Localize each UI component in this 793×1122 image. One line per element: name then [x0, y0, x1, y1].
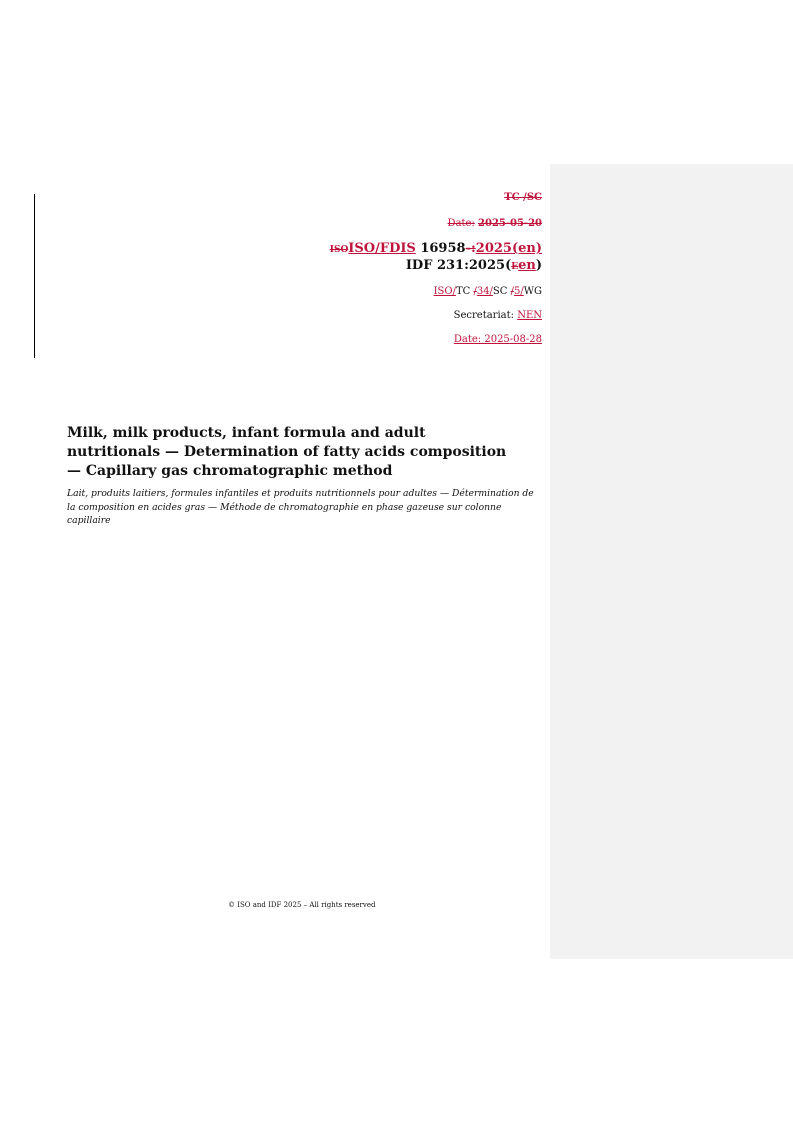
committee-sc-deleted: /: [510, 286, 514, 297]
new-date: Date: 2025-08-28: [453, 334, 542, 345]
committee-tc-deleted: /: [473, 286, 477, 297]
docnum-iso-fdis-inserted: ISO/FDIS: [348, 241, 416, 256]
committee-iso-inserted: ISO/: [433, 286, 456, 297]
old-date-label: Date:: [447, 218, 475, 229]
french-title: Lait, produits laitiers, formules infantiles et produits nutritionnels pour adultes — Détermination de la composition en acides gras — Méthode de chromatographie en phase gazeuse sur colonne capillaire: [67, 488, 534, 526]
copyright-notice: © ISO and IDF 2025 – All rights reserved: [228, 901, 376, 909]
committee-line: [300, 286, 542, 297]
comment-pane: [550, 164, 793, 959]
idf-number: [300, 258, 542, 273]
committee-sc-number: 5/: [513, 286, 524, 297]
secretariat-label: Secretariat:: [453, 310, 518, 321]
committee-tc-number: 34/: [476, 286, 493, 297]
committee-sc: SC: [492, 286, 511, 297]
document-number: [300, 241, 542, 256]
docnum-suffix-deleted: -:: [465, 241, 476, 256]
secretariat-line: [300, 310, 542, 321]
idf-close: ): [535, 258, 542, 273]
tc-sc-line: [300, 192, 542, 203]
old-date-value: 2025-05-20: [478, 218, 542, 229]
docnum-iso-deleted: ISO: [329, 245, 349, 255]
idf-prefix: IDF 231:2025(: [405, 258, 512, 273]
old-date-line: [300, 218, 542, 229]
idf-lang-deleted: E: [511, 262, 519, 272]
docnum-number: 16958: [415, 241, 466, 256]
docnum-suffix-inserted: 2025(en): [475, 241, 542, 256]
idf-lang-inserted: en: [518, 258, 536, 273]
new-date-line: [300, 334, 542, 345]
secretariat-value: NEN: [517, 310, 542, 321]
change-bar: [34, 194, 35, 358]
committee-tc: TC: [455, 286, 474, 297]
tc-sc-deleted: TC /SC: [504, 192, 542, 203]
english-title: Milk, milk products, infant formula and adult nutritionals — Determination of fatty acids composition — Capillary gas chromatographic method: [67, 425, 507, 479]
committee-wg: WG: [523, 286, 542, 297]
